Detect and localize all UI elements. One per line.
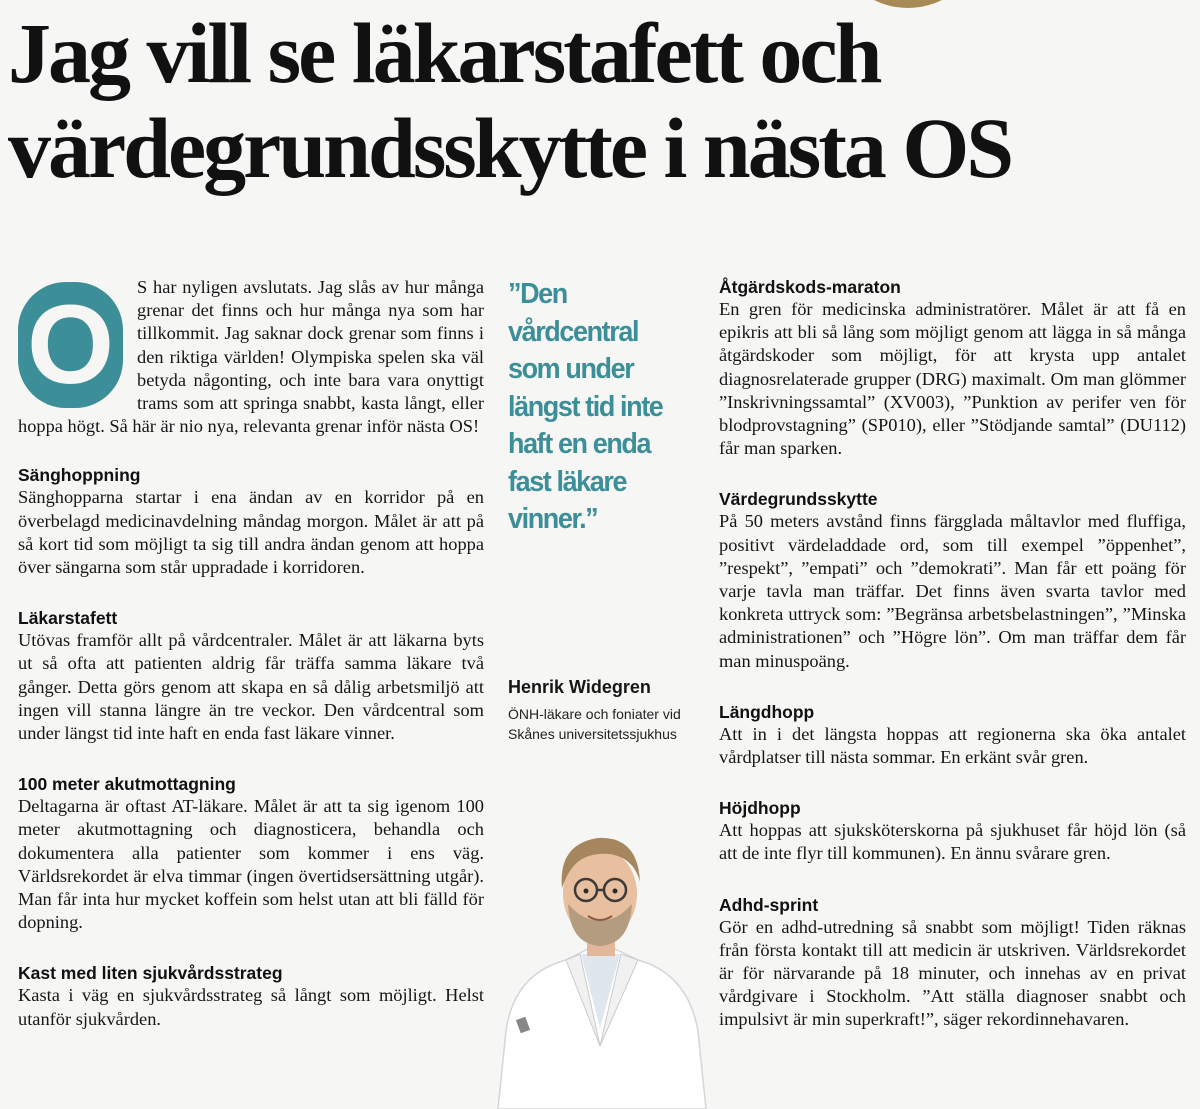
author-role: ÖNH-läkare och foniater vid Skånes universitetssjukhus: [508, 706, 681, 742]
section-body: Sänghopparna startar i ena ändan av en korridor på en överbelagd medicinavdelning måndag morgon. Målet är att på så kort tid som möjligt ta sig till andra ändan genom att hoppa över sängarna som står uppradade i korridoren.: [18, 487, 484, 578]
section-atgardskods-maraton: [719, 276, 1186, 460]
column-middle: [508, 276, 693, 539]
section-sanghoppning: [18, 464, 484, 579]
author-byline: [508, 676, 698, 744]
section-body: Utövas framför allt på vårdcentraler. Målet är att läkarna byts ut så ofta att patienten aldrig får träffa samma läkare två gånger. Detta görs genom att skapa en så dålig arbetsmiljö att ingen vill stanna längre än tre veckor. Den vårdcentral som under längst tid inte haft en enda fast läkare vinner.: [18, 630, 484, 744]
section-body: Att hoppas att sjuksköterskorna på sjukhuset får höjd lön (så att de inte flyr till kommunen). En ännu svårare gren.: [719, 820, 1186, 864]
section-heading: Längdhopp: [719, 701, 815, 722]
author-portrait: [488, 796, 713, 1109]
section-heading: Sänghoppning: [18, 465, 141, 486]
column-right: [719, 276, 1186, 1032]
drop-cap: O: [18, 282, 123, 408]
article-headline: Jag vill se läkarstafett och värdegrundsskytte i nästa OS: [8, 5, 1012, 196]
section-hojdhopp: [719, 797, 1186, 865]
section-vardegrundsskytte: [719, 488, 1186, 672]
section-body: På 50 meters avstånd finns färgglada måltavlor med fluffiga, positivt värdeladdade ord, som till exempel ”öppenhet”, ”respekt”, ”empati” och ”demokrati”. Man får ett poäng för varje tavla man träffar. Det finns även svarta tavlor med konkreta uttryck som: ”Begränsa arbetsbelastningen”, ”Minska administrationen” och ”Högre lön”. Om man träffar dem får man minuspoäng.: [719, 511, 1186, 671]
section-heading: Värdegrundsskytte: [719, 489, 878, 510]
section-body: Att in i det längsta hoppas att regionerna ska öka antalet vårdplatser till nästa sommar. En erkänt svår gren.: [719, 723, 1186, 768]
section-langdhopp: [719, 701, 1186, 769]
pull-quote: ”Den vårdcentral som under längst tid inte haft en enda fast läkare vinner.”: [508, 278, 663, 535]
section-heading: Kast med liten sjukvårdsstrateg: [18, 963, 283, 984]
intro-text: S har nyligen avslutats. Jag slås av hur många grenar det finns och hur många nya som har tillkommit. Jag saknar dock grenar som finns i den riktiga världen! Olympiska spelen ska väl betyda någonting, och inte bara vara onyttigt trams som att springa snabbt, kasta långt, eller hoppa högt. Så här är nio nya, relevanta grenar inför nästa OS!: [18, 277, 484, 437]
section-heading: Adhd-sprint: [719, 894, 819, 915]
section-lakarstafett: [18, 607, 484, 745]
column-left: [18, 276, 484, 1031]
section-heading: Åtgärdskods-maraton: [719, 277, 901, 297]
section-100-meter-akutmottagning: [18, 773, 484, 934]
section-adhd-sprint: [719, 894, 1186, 1032]
intro-paragraph: [18, 276, 484, 438]
section-body: Gör en adhd-utredning så snabbt som möjligt! Tiden räknas från första kontakt till att medicin är utskriven. Världsrekordet är för närvarande på 18 minuter, och innehas av en privat vårdgivare i Stockholm. ”Att ställa diagnoser snabbt och impulsivt är min superkraft!”, säger rekordinnehavaren.: [719, 916, 1186, 1030]
section-kast-med-liten-sjukvardsstrateg: [18, 962, 484, 1030]
section-body: Kasta i väg en sjukvårdsstrateg så långt som möjligt. Helst utanför sjukvården.: [18, 985, 484, 1029]
author-name: Henrik Widegren: [508, 677, 651, 697]
section-heading: 100 meter akutmottagning: [18, 774, 236, 795]
section-body: Deltagarna är oftast AT-läkare. Målet är att ta sig igenom 100 meter akutmottagning och diagnosticera, behandla och dokumentera alla patienter som kommer i ens väg. Världsrekordet är elva timmar (ingen övertidsersättning utgår). Man får inta hur mycket koffein som helst utan att bli fälld för dopning.: [18, 796, 484, 933]
section-body: En gren för medicinska administratörer. Målet är att få en epikris att bli så lång som möjligt genom att lägga in så många åtgärdskoder som möjligt, för att krysta upp antalet diagnosrelaterade grupper (DRG) maximalt. Om man glömmer ”Inskrivningssamtal” (XV003), ”Punktion av perifer ven för blodprovstagning” (SP010), eller ”Stödjande samtal” (DU112) får man sparken.: [719, 299, 1186, 459]
section-heading: Läkarstafett: [18, 608, 118, 629]
section-heading: Höjdhopp: [719, 798, 801, 819]
